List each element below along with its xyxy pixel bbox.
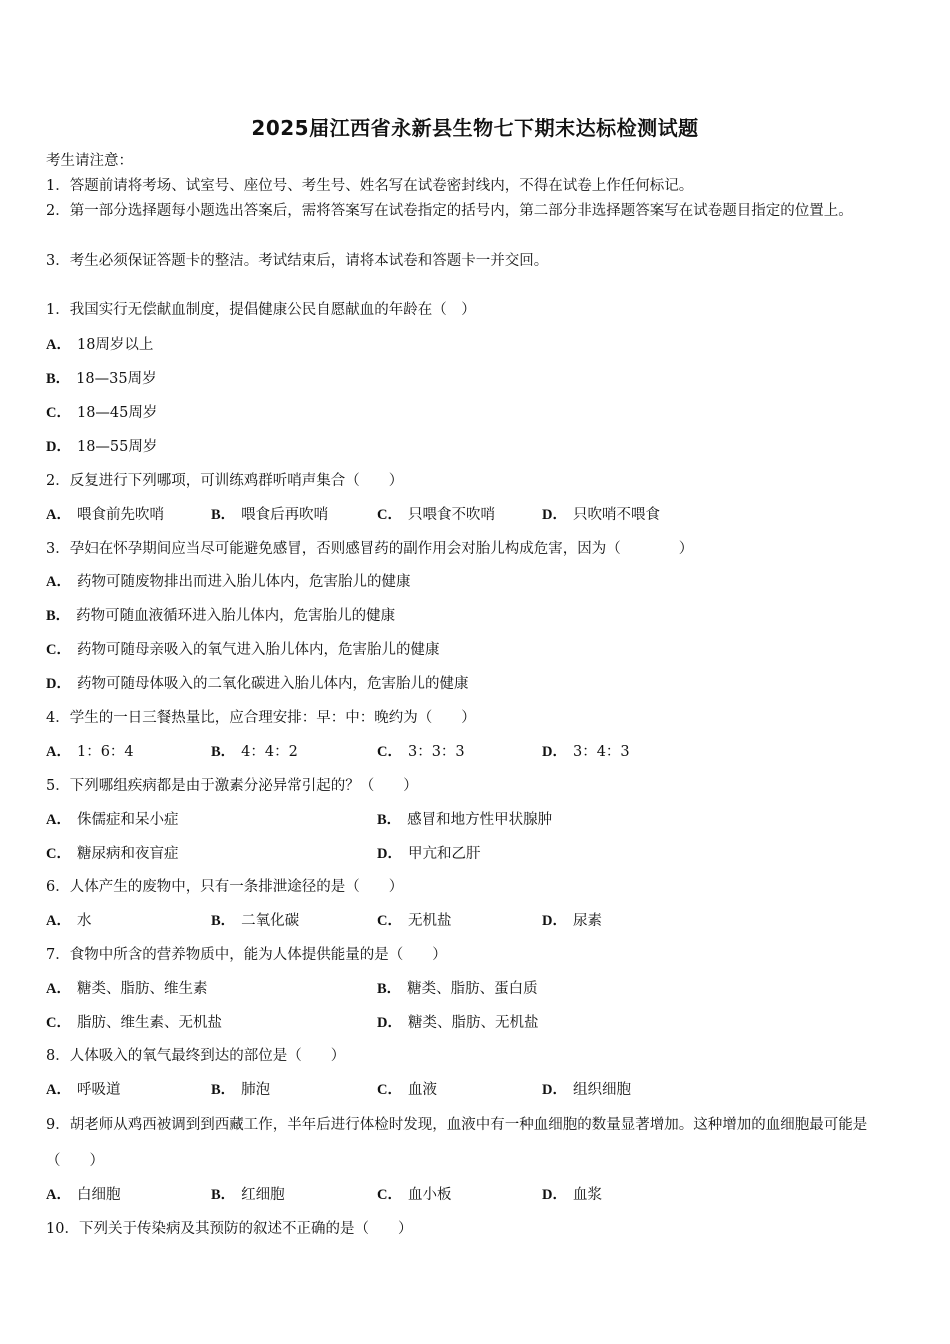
- option-letter: C．: [377, 1187, 402, 1203]
- question-stem: 9．胡老师从鸡西被调到到西藏工作，半年后进行体检时发现，血液中有一种血细胞的数量显著增加。这种增加的血细胞最可能是（ ）: [46, 1117, 868, 1169]
- option-text: 水: [76, 913, 92, 929]
- answer-option[interactable]: [46, 1185, 120, 1205]
- option-letter: C．: [377, 507, 402, 523]
- option-text: 甲亢和乙肝: [407, 846, 481, 862]
- question-stem: 8．人体吸入的氧气最终到达的部位是（ ）: [46, 1048, 346, 1064]
- answer-option[interactable]: [46, 335, 153, 355]
- option-letter: B．: [46, 371, 71, 387]
- option-text: 1：6：4: [76, 744, 134, 760]
- option-letter: D．: [542, 1187, 567, 1203]
- option-letter: A．: [46, 574, 71, 590]
- answer-option[interactable]: [377, 911, 451, 931]
- answer-option[interactable]: [211, 1080, 270, 1100]
- answer-option[interactable]: [46, 572, 410, 592]
- answer-option[interactable]: [211, 1185, 285, 1205]
- option-text: 药物可随血液循环进入胎儿体内，危害胎儿的健康: [76, 608, 396, 624]
- option-letter: D．: [46, 676, 71, 692]
- option-text: 糖类、脂肪、无机盐: [407, 1015, 539, 1031]
- question-stem: 4．学生的一日三餐热量比，应合理安排：早：中：晚约为（ ）: [46, 710, 476, 726]
- answer-option[interactable]: [377, 1185, 451, 1205]
- answer-option[interactable]: [377, 1080, 437, 1100]
- option-text: 血液: [407, 1082, 437, 1098]
- option-text: 3：4：3: [572, 744, 630, 760]
- option-letter: A．: [46, 1082, 71, 1098]
- notice-item: 2．第一部分选择题每小题选出答案后，需将答案写在试卷指定的括号内，第二部分非选择题答案写在试卷题目指定的位置上。: [46, 203, 853, 219]
- option-text: 18—45周岁: [76, 405, 158, 421]
- question-stem: 6．人体产生的废物中，只有一条排泄途径的是（ ）: [46, 879, 404, 895]
- option-letter: B．: [211, 507, 236, 523]
- option-text: 糖类、脂肪、蛋白质: [407, 981, 538, 997]
- option-letter: D．: [377, 846, 402, 862]
- answer-option[interactable]: [542, 742, 630, 762]
- option-letter: C．: [46, 846, 71, 862]
- option-letter: D．: [542, 507, 567, 523]
- answer-option[interactable]: [46, 437, 157, 457]
- option-text: 血小板: [407, 1187, 452, 1203]
- option-letter: D．: [542, 744, 567, 760]
- answer-option[interactable]: [211, 505, 328, 525]
- option-letter: C．: [46, 405, 71, 421]
- option-letter: B．: [377, 981, 402, 997]
- answer-option[interactable]: [46, 844, 178, 864]
- option-text: 只吹哨不喂食: [572, 507, 660, 523]
- question-stem: 3．孕妇在怀孕期间应当尽可能避免感冒，否则感冒药的副作用会对胎儿构成危害，因为（ ）: [46, 541, 694, 557]
- option-letter: C．: [377, 1082, 402, 1098]
- answer-option[interactable]: [377, 1013, 538, 1033]
- option-letter: C．: [46, 1015, 71, 1031]
- answer-option[interactable]: [377, 979, 538, 999]
- answer-option[interactable]: [46, 640, 439, 660]
- option-letter: B．: [211, 913, 236, 929]
- option-text: 药物可随母体吸入的二氧化碳进入胎儿体内，危害胎儿的健康: [76, 676, 469, 692]
- question-stem: 1．我国实行无偿献血制度，提倡健康公民自愿献血的年龄在（ ）: [46, 302, 476, 318]
- option-text: 呼吸道: [76, 1082, 121, 1098]
- answer-option[interactable]: [377, 844, 480, 864]
- answer-option[interactable]: [46, 742, 134, 762]
- option-letter: B．: [211, 1187, 236, 1203]
- answer-option[interactable]: [46, 606, 395, 626]
- option-text: 尿素: [572, 913, 602, 929]
- question-stem: 5．下列哪组疾病都是由于激素分泌异常引起的？（ ）: [46, 778, 418, 794]
- answer-option[interactable]: [542, 505, 660, 525]
- option-text: 血浆: [572, 1187, 602, 1203]
- option-letter: D．: [46, 439, 71, 455]
- option-letter: A．: [46, 981, 71, 997]
- question-stem: 10．下列关于传染病及其预防的叙述不正确的是（ ）: [46, 1221, 413, 1237]
- option-text: 肺泡: [241, 1082, 271, 1098]
- option-letter: A．: [46, 507, 71, 523]
- answer-option[interactable]: [46, 1013, 222, 1033]
- option-text: 只喂食不吹哨: [407, 507, 495, 523]
- answer-option[interactable]: [542, 1185, 602, 1205]
- option-letter: B．: [211, 744, 236, 760]
- question-stem: 7．食物中所含的营养物质中，能为人体提供能量的是（ ）: [46, 947, 447, 963]
- option-text: 喂食前先吹哨: [76, 507, 164, 523]
- option-text: 18—55周岁: [76, 439, 158, 455]
- answer-option[interactable]: [46, 674, 468, 694]
- answer-option[interactable]: [46, 1080, 120, 1100]
- option-letter: A．: [46, 1187, 71, 1203]
- option-letter: A．: [46, 812, 71, 828]
- option-text: 红细胞: [241, 1187, 285, 1203]
- option-letter: B．: [377, 812, 402, 828]
- option-text: 药物可随母亲吸入的氧气进入胎儿体内，危害胎儿的健康: [76, 642, 440, 658]
- answer-option[interactable]: [46, 979, 207, 999]
- answer-option[interactable]: [377, 742, 465, 762]
- option-text: 药物可随废物排出而进入胎儿体内，危害胎儿的健康: [76, 574, 411, 590]
- option-letter: A．: [46, 744, 71, 760]
- answer-option[interactable]: [377, 505, 495, 525]
- option-text: 感冒和地方性甲状腺肿: [407, 812, 553, 828]
- option-text: 白细胞: [76, 1187, 121, 1203]
- option-text: 二氧化碳: [241, 913, 300, 929]
- option-text: 无机盐: [407, 913, 452, 929]
- option-letter: D．: [542, 1082, 567, 1098]
- option-letter: B．: [211, 1082, 236, 1098]
- option-letter: B．: [46, 608, 71, 624]
- option-text: 喂食后再吹哨: [241, 507, 329, 523]
- option-letter: A．: [46, 913, 71, 929]
- answer-option[interactable]: [542, 911, 602, 931]
- answer-option[interactable]: [211, 911, 299, 931]
- answer-option[interactable]: [211, 742, 298, 762]
- notice-item: 3．考生必须保证答题卡的整洁。考试结束后，请将本试卷和答题卡一并交回。: [46, 253, 549, 269]
- answer-option[interactable]: [46, 403, 157, 423]
- option-text: 糖类、脂肪、维生素: [76, 981, 208, 997]
- answer-option[interactable]: [46, 369, 157, 389]
- answer-option[interactable]: [542, 1080, 631, 1100]
- notice-heading: 考生请注意：: [46, 153, 133, 169]
- option-text: 18—35周岁: [76, 371, 157, 387]
- option-letter: D．: [542, 913, 567, 929]
- option-text: 糖尿病和夜盲症: [76, 846, 179, 862]
- page-title: 2025届江西省永新县生物七下期末达标检测试题: [251, 116, 699, 140]
- option-text: 侏儒症和呆小症: [76, 812, 179, 828]
- option-text: 3：3：3: [407, 744, 465, 760]
- option-text: 脂肪、维生素、无机盐: [76, 1015, 222, 1031]
- option-letter: C．: [377, 744, 402, 760]
- answer-option[interactable]: [46, 810, 178, 830]
- question-stem: 2．反复进行下列哪项，可训练鸡群听哨声集合（ ）: [46, 473, 404, 489]
- option-letter: C．: [46, 642, 71, 658]
- option-letter: A．: [46, 337, 71, 353]
- option-text: 18周岁以上: [76, 337, 154, 353]
- option-letter: C．: [377, 913, 402, 929]
- option-text: 4：4：2: [241, 744, 298, 760]
- option-text: 组织细胞: [572, 1082, 631, 1098]
- answer-option[interactable]: [46, 911, 91, 931]
- answer-option[interactable]: [46, 505, 164, 525]
- answer-option[interactable]: [377, 810, 552, 830]
- option-letter: D．: [377, 1015, 402, 1031]
- notice-item: 1．答题前请将考场、试室号、座位号、考生号、姓名写在试卷密封线内，不得在试卷上作任何标记。: [46, 178, 694, 194]
